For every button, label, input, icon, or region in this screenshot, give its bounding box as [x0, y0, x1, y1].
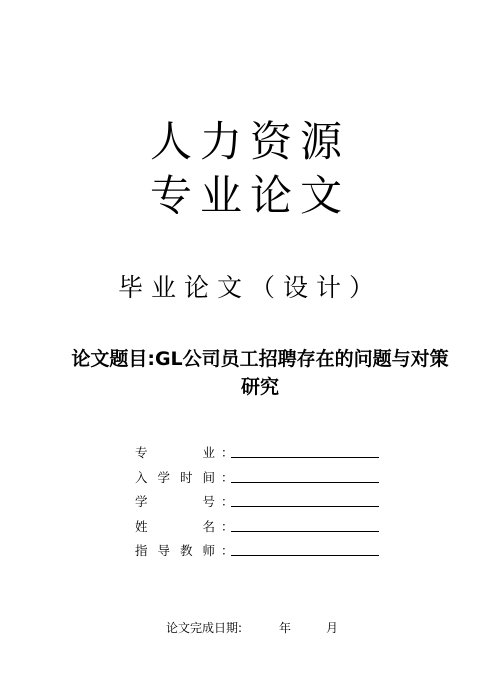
info-colon: ：	[221, 494, 234, 509]
info-label-name	[135, 517, 215, 535]
label-char: 号	[202, 494, 215, 509]
main-title-line-1: 人力资源	[149, 117, 350, 166]
info-label-enrollment-date	[135, 468, 215, 486]
label-char: 指	[135, 543, 148, 558]
info-colon: ：	[221, 469, 234, 485]
name-blank-line[interactable]	[231, 531, 379, 532]
info-colon: ：	[221, 518, 234, 534]
info-colon: ：	[221, 543, 234, 558]
enrollment-date-blank-line[interactable]	[231, 482, 379, 483]
label-char: 时	[179, 469, 193, 485]
label-char: 业	[202, 445, 215, 460]
label-char: 学	[157, 469, 170, 485]
main-title-line-2: 专业论文	[149, 171, 350, 220]
student-info-table	[135, 440, 395, 563]
thesis-topic: 论文题目:GL公司员工招聘存在的问题与对策研究	[71, 348, 449, 398]
major-blank-line[interactable]	[231, 457, 379, 458]
label-char: 教	[179, 543, 193, 558]
label-char: 姓	[135, 518, 148, 534]
completion-month-label: 月	[326, 621, 339, 635]
info-label-advisor	[135, 541, 215, 559]
completion-date-label: 论文完成日期:	[166, 621, 243, 635]
student-id-blank-line[interactable]	[231, 506, 379, 507]
document-type-subtitle: 毕业论文（设计）	[117, 273, 382, 302]
info-row-advisor	[135, 538, 395, 563]
advisor-blank-line[interactable]	[231, 555, 379, 556]
label-char: 名	[202, 518, 215, 534]
completion-year-label: 年	[279, 621, 292, 635]
label-char: 学	[135, 494, 148, 509]
label-char: 间	[202, 469, 215, 485]
info-row-name	[135, 514, 395, 539]
info-row-enrollment-date	[135, 465, 395, 490]
label-char: 专	[135, 445, 148, 460]
label-char: 导	[157, 543, 170, 558]
info-label-student-id	[135, 492, 215, 510]
info-label-major	[135, 443, 215, 461]
info-row-student-id	[135, 489, 395, 514]
label-char: 入	[135, 469, 148, 485]
label-char: 师	[202, 543, 215, 558]
info-row-major	[135, 440, 395, 465]
info-colon: ：	[221, 445, 234, 460]
